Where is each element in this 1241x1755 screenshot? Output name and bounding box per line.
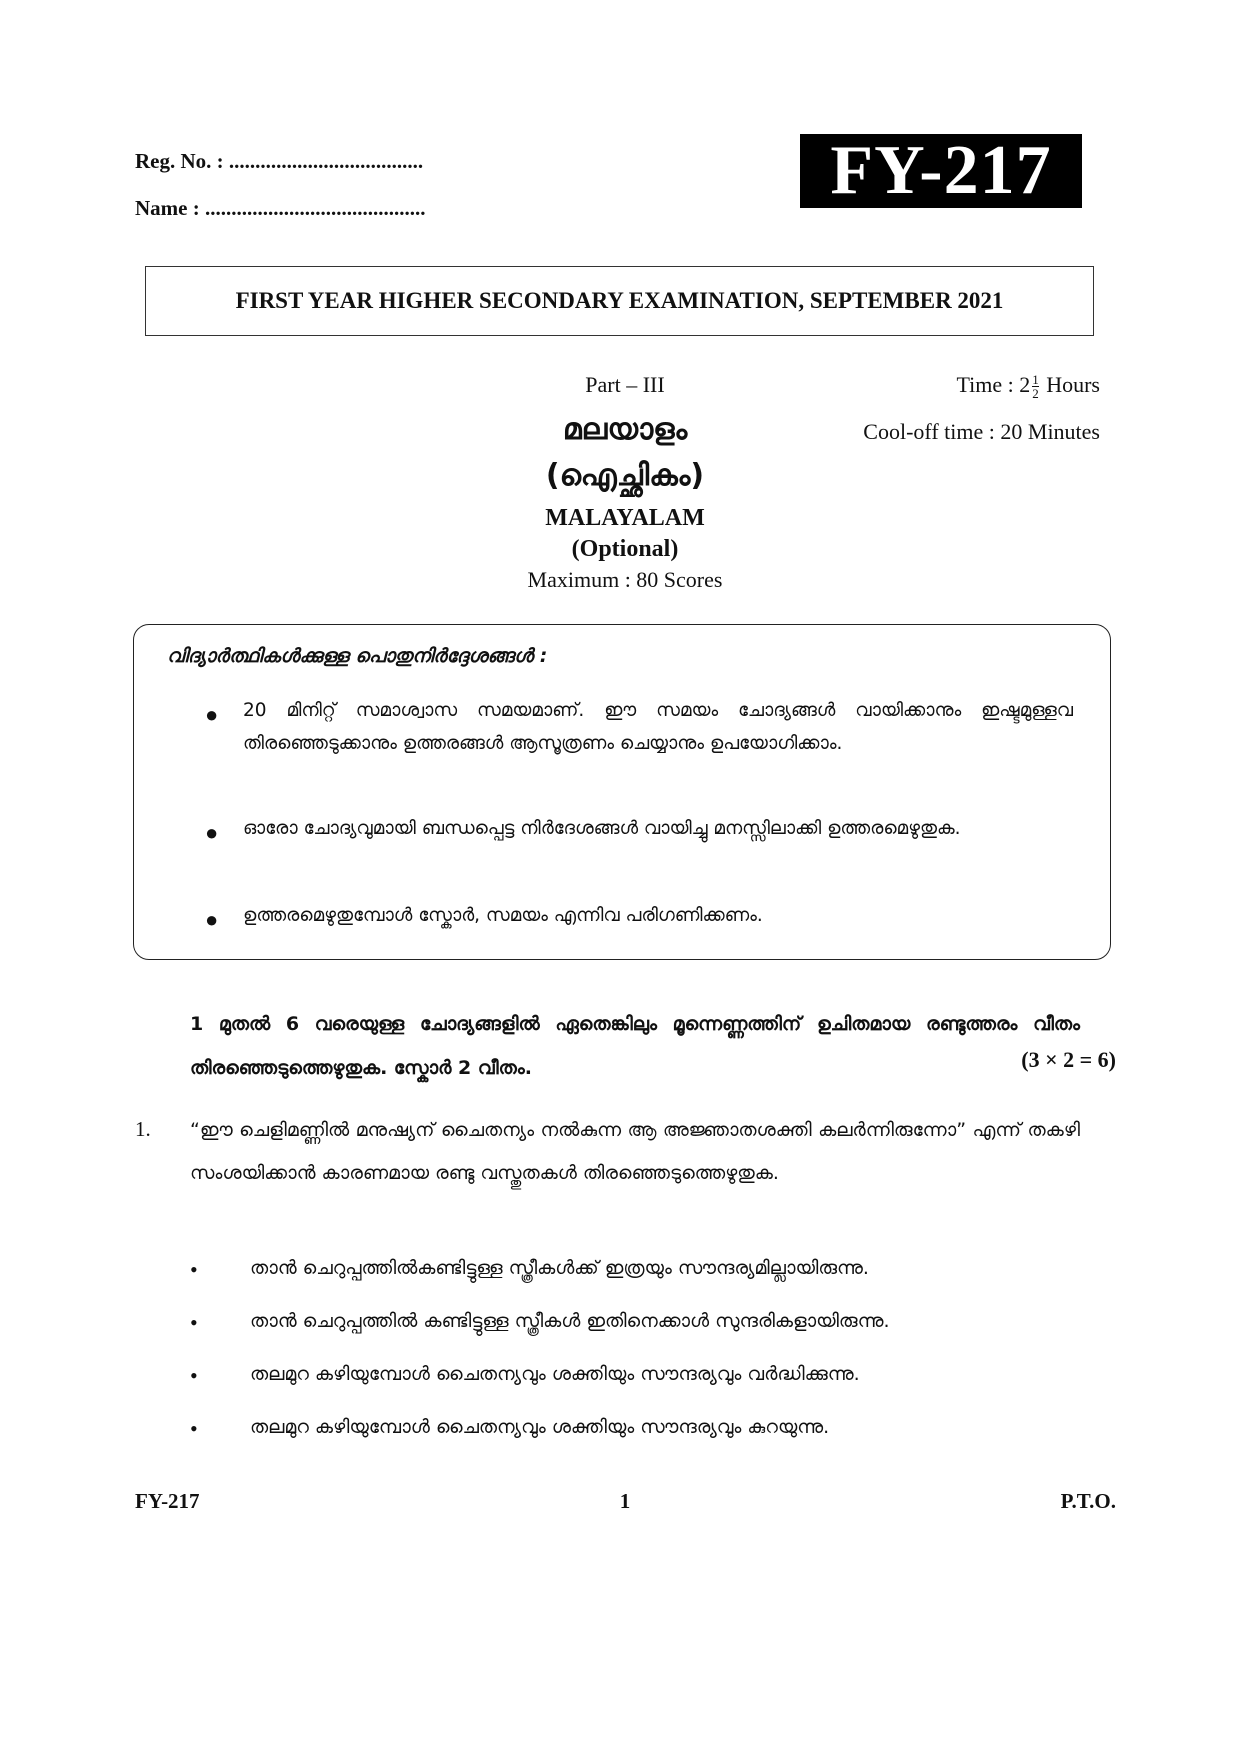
cool-off-time: Cool-off time : 20 Minutes: [863, 419, 1100, 444]
subject-malayalam: മലയാളം: [562, 412, 688, 447]
section-instruction: 1 മുതൽ 6 വരെയുള്ള ചോദ്യങ്ങളിൽ ഏതെങ്കിലും മൂന്നെണ്ണത്തിന് ഉചിതമായ രണ്ടുത്തരം വീതം തിരഞ്ഞെടുത്തെഴുതുക. സ്കോർ 2 വീതം.: [190, 1013, 1080, 1079]
subject-english: MALAYALAM: [545, 505, 705, 531]
instruction-item: ഉത്തരമെഴുതുമ്പോൾ സ്കോർ, സമയം എന്നിവ പരിഗണിക്കണം.: [243, 905, 763, 926]
answer-option: താൻ ചെറുപ്പത്തിൽ കണ്ടിട്ടുള്ള സ്ത്രീകൾ ഇതിനെക്കാൾ സുന്ദരികളായിരുന്നു.: [250, 1310, 890, 1332]
answer-option: തലമുറ കഴിയുമ്പോൾ ചൈതന്യവും ശക്തിയും സൗന്ദര്യവും വർദ്ധിക്കുന്നു.: [250, 1363, 860, 1385]
bullet-icon: •: [190, 1363, 198, 1388]
bullet-icon: ●: [205, 907, 219, 932]
fraction-numerator: 1: [1032, 372, 1039, 388]
please-turn-over: P.T.O.: [1060, 1489, 1116, 1513]
bullet-icon: •: [190, 1416, 198, 1441]
time-fraction: [1032, 373, 1039, 400]
bullet-icon: •: [190, 1310, 198, 1335]
time-unit: Hours: [1046, 372, 1100, 397]
instructions-title: വിദ്യാർത്ഥികൾക്കുള്ള പൊതുനിർദ്ദേശങ്ങൾ :: [167, 645, 548, 667]
exam-title-box: [145, 266, 1094, 336]
bullet-icon: ●: [205, 702, 219, 727]
bullet-icon: •: [190, 1257, 198, 1282]
answer-option: തലമുറ കഴിയുമ്പോൾ ചൈതന്യവും ശക്തിയും സൗന്ദര്യവും കുറയുന്നു.: [250, 1416, 830, 1438]
time-label: Time : 2: [956, 372, 1031, 397]
answer-option: താൻ ചെറുപ്പത്തിൽകണ്ടിട്ടുള്ള സ്ത്രീകൾക്ക് ഇത്രയും സൗന്ദര്യമില്ലായിരുന്നു.: [250, 1257, 869, 1279]
subject-malayalam-optional: (ഐച്ഛികം): [545, 458, 705, 493]
fraction-denominator: 2: [1032, 386, 1039, 402]
question-number: 1.: [135, 1117, 151, 1141]
bullet-icon: ●: [205, 820, 219, 845]
paper-code-badge: FY-217: [800, 134, 1082, 208]
maximum-scores: Maximum : 80 Scores: [527, 567, 723, 592]
instruction-item: ഓരോ ചോദ്യവുമായി ബന്ധപ്പെട്ട നിർദേശങ്ങൾ വായിച്ചു മനസ്സിലാക്കി ഉത്തരമെഴുതുക.: [243, 818, 961, 839]
name-field: Name : ..........................................: [135, 196, 426, 220]
instruction-item: 20 മിനിറ്റ് സമാശ്വാസ സമയമാണ്. ഈ സമയം ചോദ്യങ്ങൾ വായിക്കാനും ഇഷ്ടമുള്ളവ തിരഞ്ഞെടുക്കാനും ഉത്തരങ്ങൾ ആസൂത്രണം ചെയ്യാനും ഉപയോഗിക്കാം.: [243, 700, 1073, 754]
time-allowed: [800, 372, 1100, 400]
exam-title: FIRST YEAR HIGHER SECONDARY EXAMINATION, SEPTEMBER 2021: [235, 288, 1004, 313]
reg-no-field: Reg. No. : .....................................: [135, 149, 424, 173]
section-score: (3 × 2 = 6): [1021, 1047, 1116, 1072]
footer-paper-code: FY-217: [135, 1489, 200, 1513]
subject-english-optional: (Optional): [571, 536, 679, 562]
part-label: Part – III: [585, 372, 665, 397]
page-number: 1: [619, 1489, 631, 1513]
question-text: “ഈ ചെളിമണ്ണിൽ മനുഷ്യന് ചൈതന്യം നൽകുന്ന ആ അജ്ഞാതശക്തി കലർന്നിരുന്നോ” എന്ന് തകഴി സംശയിക്കാൻ കാരണമായ രണ്ടു വസ്തുതകൾ തിരഞ്ഞെടുത്തെഴുതുക.: [190, 1119, 1080, 1184]
